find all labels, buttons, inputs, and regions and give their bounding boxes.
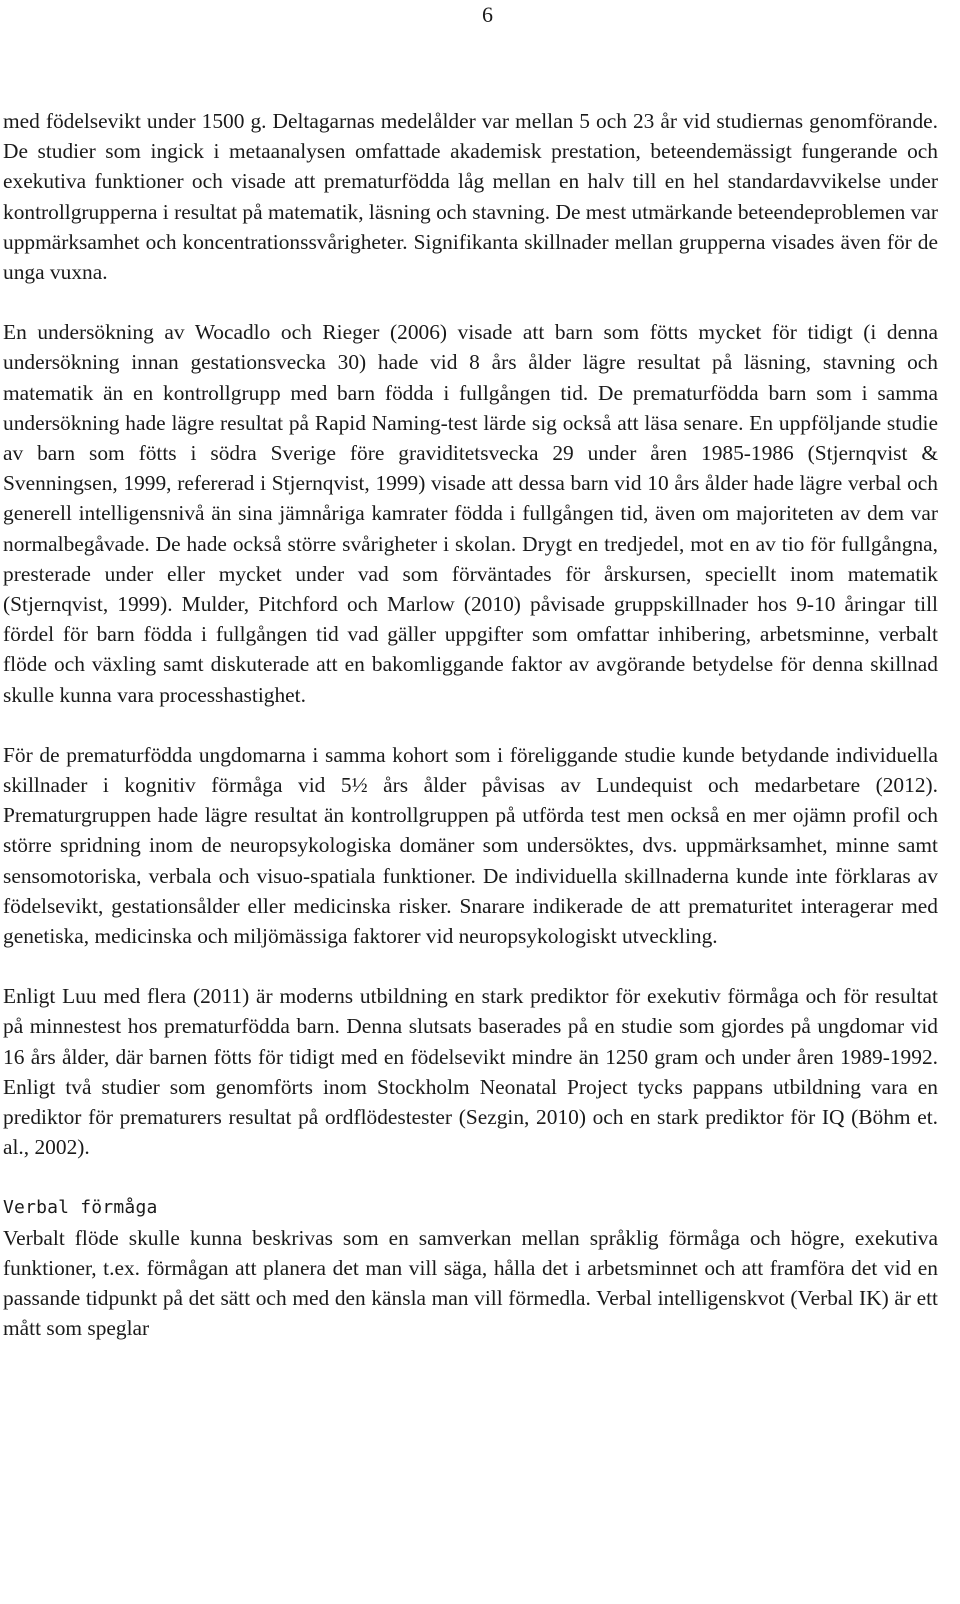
paragraph-verbal-formaga: Verbalt flöde skulle kunna beskrivas som en samverkan mellan språklig förmåga och högre, exekutiva funktioner, t.ex. förmågan att planera det man vill säga, hålla det i arbetsminnet och att framföra det vid en passande tidpunkt på det sätt och med den känsla man vill förmedla. Verbal intelligenskvot (Verbal IK) är ett mått som speglar [3,1225,938,1341]
body-text [3,106,938,1343]
paragraph-luu: Enligt Luu med flera (2011) är moderns utbildning en stark prediktor för exekutiv förmåga och för resultat på minnestest hos prematurfödda barn. Denna slutsats baserades på en studie som gjordes på ungdomar vid 16 års ålder, där barnen fötts för tidigt med en födelsevikt mindre än 1250 gram och under åren 1989-1992. Enligt två studier som genomförts inom Stockholm Neonatal Project tycks pappans utbildning vara en prediktor för prematurers resultat på ordflödestester (Sezgin, 2010) och en stark prediktor för IQ (Böhm et. al., 2002). [3,984,938,1160]
paragraph-lundequist: För de prematurfödda ungdomarna i samma kohort som i föreliggande studie kunde betydande individuella skillnader i kognitiv förmåga vid 5½ års ålder påvisas av Lundequist och medarbetare (2012). Prematurgruppen hade lägre resultat än kontrollgruppen på utförda test men också en mer ojämn profil och större spridning inom de neuropsykologiska domäner som undersöktes, dvs. uppmärksamhet, minne samt sensomotoriska, verbala och visuo-spatiala funktioner. De individuella skillnaderna kunde inte förklaras av födelsevikt, gestationsålder eller medicinska risker. Snarare indikerade de att prematuritet interagerar med genetiska, medicinska och miljömässiga faktorer vid neuropsykologiskt utveckling. [3,742,938,949]
paragraph-metaanalysis: med födelsevikt under 1500 g. Deltagarnas medelålder var mellan 5 och 23 år vid studiernas genomförande. De studier som ingick i metaanalysen omfattade akademisk prestation, beteendemässigt fungerande och exekutiva funktioner och visade att prematurfödda låg mellan en halv till en hel standardavvikelse under kontrollgrupperna i resultat på matematik, läsning och stavning. De mest utmärkande beteendeproblemen var uppmärksamhet och koncentrationssvårigheter. Signifikanta skillnader mellan grupperna visades även för de unga vuxna. [3,109,938,285]
page-number: 6 [482,2,493,27]
paragraph-wocadlo-rieger: En undersökning av Wocadlo och Rieger (2006) visade att barn som fötts mycket för tidigt (i denna undersökning innan gestationsvecka 30) hade vid 8 års ålder lägre resultat på läsning, stavning och matematik än en kontrollgrupp med barn födda i fullgången tid. De prematurfödda barn som i samma undersökning hade lägre resultat på Rapid Naming-test lärde sig också att läsa senare. En uppföljande studie av barn som fötts i södra Sverige före graviditetsvecka 29 under åren 1985-1986 (Stjernqvist & Svenningsen, 1999, refererad i Stjernqvist, 1999) visade att dessa barn vid 10 års ålder hade lägre verbal och generell intelligensnivå än sina jämnåriga kamrater födda i fullgången tid, även om majoriteten av dem var normalbegåvade. De hade också större svårigheter i skolan. Drygt en tredjedel, mot en av tio för fullgångna, presterade under eller mycket under vad som förväntades för årskursen, speciellt inom matematik (Stjernqvist, 1999). Mulder, Pitchford och Marlow (2010) påvisade gruppskillnader hos 9-10 åringar till fördel för barn födda i fullgången tid vad gäller uppgifter som omfattar inhibering, arbetsminne, verbalt flöde och växling samt diskuterade att en bakomliggande faktor av avgörande betydelse för denna skillnad skulle kunna vara processhastighet. [3,320,938,707]
section-heading-verbal-formaga: Verbal förmåga [3,1196,158,1218]
